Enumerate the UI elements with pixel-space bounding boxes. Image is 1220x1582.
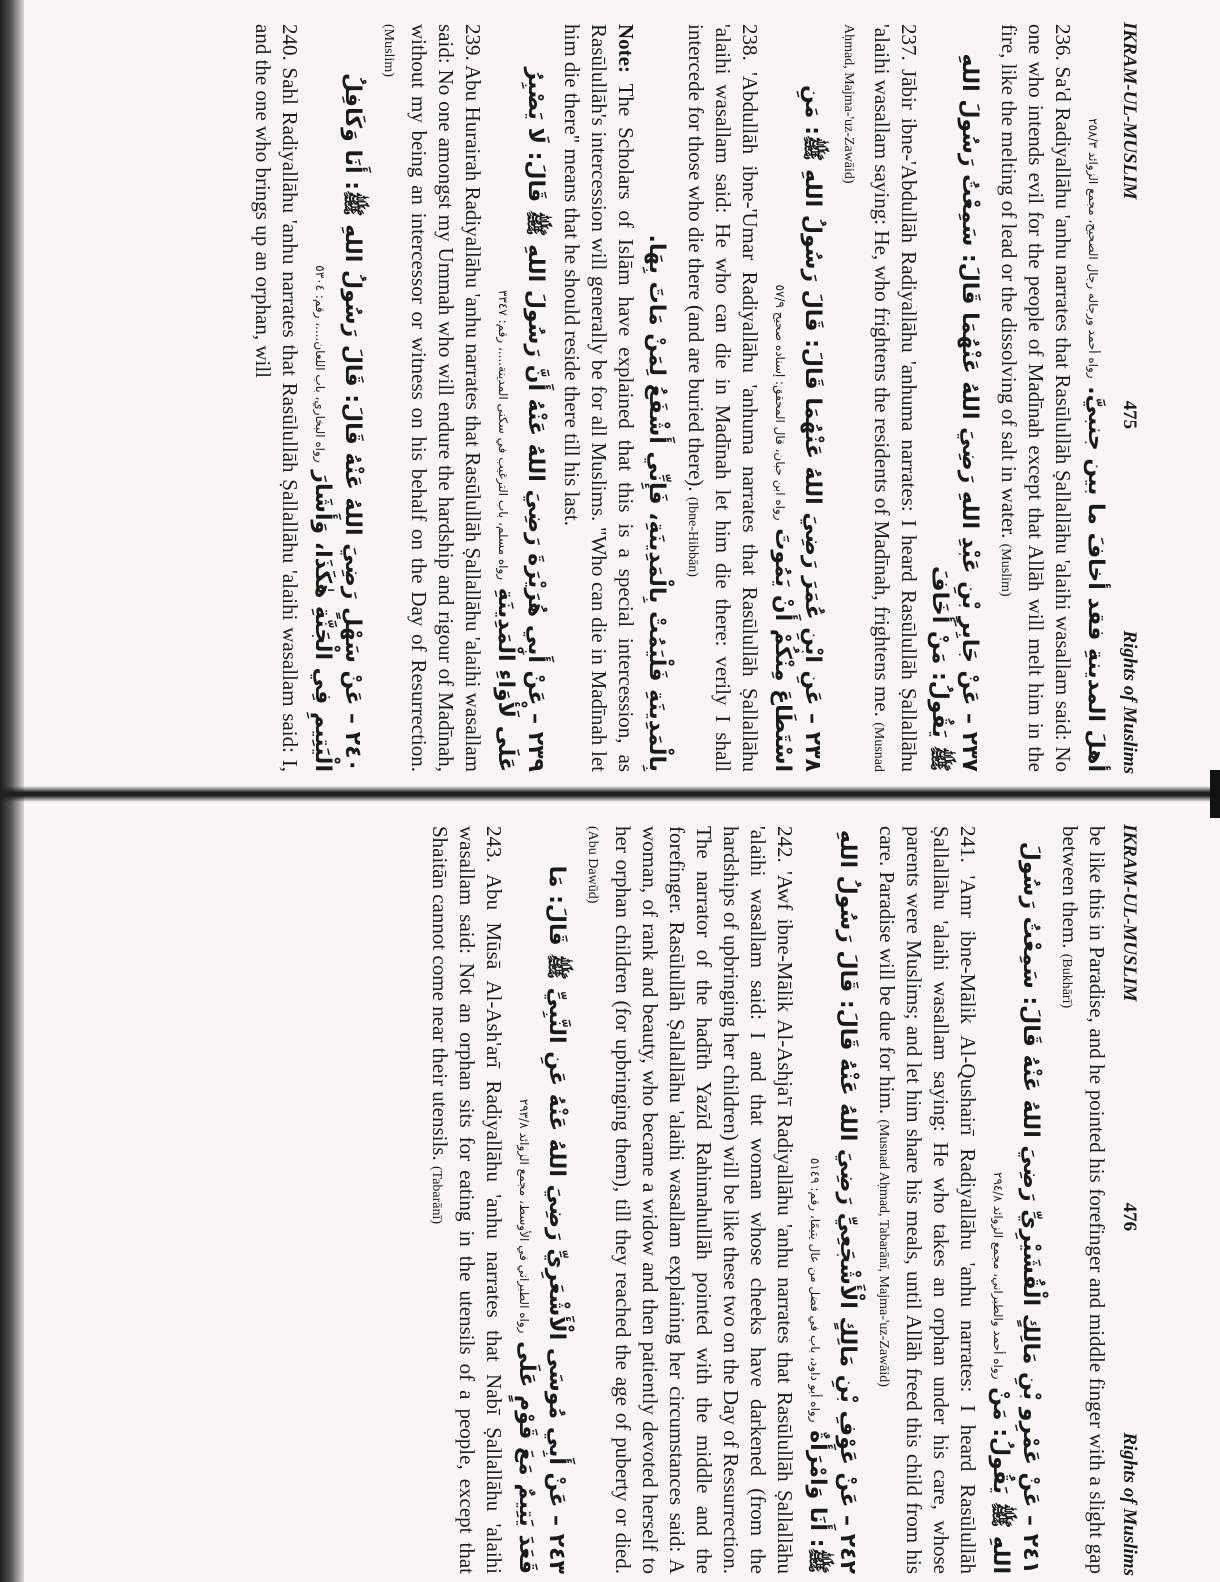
gutter-mark: [1210, 770, 1220, 818]
running-title: IKRAM-UL-MUSLIM: [1119, 22, 1140, 200]
arabic-text: ٢٣٧ – عَنْ جَابِرِ بْنِ عَبْدِ اللهِ رَضِيَ اللهُ عَنْهُمَا قَالَ: سَمِعْتُ رَسُولَ اللهِ ﷺ يَقُولُ: مَنْ أَخَافَ: [927, 53, 982, 772]
english-text: 243. Abu Mūsā Al-Ash'arī Radiyallāhu 'anhu narrates that Nabī Ṣallallāhu 'alaihi wasallam said: Not an orphan sits for eating in the utensils of a people, except that Shaitān cannot come near their utensils. (Tabarānī): [428, 826, 506, 1574]
hadith-241: [870, 826, 1045, 1574]
arabic-text: ٢٤١ – عَنْ عَمْرِو بْنِ مَالِكٍ الْقُشَيْرِيِّ رَضِيَ اللهُ عَنْهُ قَالَ: سَمِعْتُ رَسُولَ اللهِ ﷺ يَقُولُ: مَنْ رواه أحمد والطبراني، مجمع الزوائد ٢٩٤/٨: [988, 841, 1043, 1574]
page-content: [423, 820, 1110, 1580]
page-header: [1112, 18, 1140, 778]
source-ref: (Ibne-Hibbān): [685, 496, 700, 577]
page-header: [1112, 820, 1140, 1580]
hadith-242: [579, 826, 862, 1574]
page-content: [249, 18, 1110, 778]
source-ref: (Tabarānī): [429, 1165, 444, 1225]
english-text: 239. Abu Hurairah Radiyallāhu 'anhu narrates that Rasūlullāh Ṣallallāhu 'alaihi wasallam said: No one amongst my Ummah who will endure the hardship and rigour of Madīnah, without my being an intercessor or witness on his behalf on the Day of Resurrection. (Muslim): [381, 24, 485, 772]
section-title: Rights of Muslims: [1119, 630, 1140, 774]
note-238: [558, 24, 671, 772]
hadith-240: [249, 24, 367, 772]
source-ref: (Muslim): [381, 24, 396, 77]
source-ref: (Bukhārī): [1059, 953, 1074, 1009]
arabic-text: أهلَ المدينةِ فقد أخافَ ما بين جنبيَّ. رواه أحمد ورجاله رجال الصحيح، مجمع الزوائد ٢٥٨/٣: [1083, 118, 1108, 772]
section-title: Rights of Muslims: [1119, 1432, 1140, 1576]
arabic-text: بِالْمَدِينَةِ فَلْيَمُتْ بِالْمَدِينَةِ، فَإِنِّي أَشْفَعُ لِمَنْ مَاتَ بِهَا.: [644, 234, 669, 772]
note-label: Note:: [614, 24, 638, 73]
english-text: 238. 'Abdullāh ibne-'Umar Radiyallāhu 'anhuma narrates that Rasūlullāh Ṣallallāhu 'alaihi wasallam said: He who can die in Madīnah let him die there: verily I shall intercede for those who die there (and are buried there). (Ibne-Hibbān): [684, 24, 762, 772]
hadith-240-continued: [1053, 826, 1110, 1574]
hadith-236: [992, 24, 1110, 772]
arabic-text: ٢٣٨ – عَنِ ابْنِ عُمَرَ رَضِيَ اللهُ عَنْهُمَا قَالَ: قَالَ رَسُولُ اللهِ ﷺ: مَنِ اسْتَطَاعَ مِنْكُمْ أَنْ يَمُوتَ رواه ابن حبان، قال المحقق: إسناده صحيح ٥٧/٩: [770, 84, 825, 772]
page-gutter: [0, 786, 1220, 802]
running-title: IKRAM-UL-MUSLIM: [1119, 824, 1140, 1002]
english-text: 236. Sa'd Radiyallāhu 'anhu narrates that Rasūlullāh Ṣallallāhu 'alaihi wasallam said: No one who intends evil for the people of Madīnah except that Allāh will melt him in the fire, like the melting of lead or the dissolving of salt in water. (Muslim): [997, 24, 1075, 772]
hadith-238: [679, 24, 827, 772]
english-text: 240. Sahl Radiyallāhu 'anhu narrates that Rasūlullāh Ṣallallāhu 'alaihi wasallam said: I, and the one who brings up an orphan, will: [251, 24, 302, 772]
arabic-text: ٢٤٢ – عَنْ عَوْفِ بْنِ مَالِكٍ الْأَشْجَعِيِّ رَضِيَ اللهُ عَنْهُ قَالَ: قَالَ رَسُولُ اللهِ ﷺ: أَنَا وَامْرَأَةٌ رواه أبو داود، باب في فضل من عال يتيمًا، رقم: ٥١٤٩: [805, 829, 860, 1574]
page-476: [80, 820, 1140, 1580]
source-ref: (Musnad Aḥmad, Majma-'uz-Zawāid): [841, 24, 886, 772]
page-number: 475: [1119, 400, 1140, 430]
english-text: be like this in Paradise, and he pointed his forefinger and middle finger with a slight gap between them. (Bukhārī): [1058, 826, 1109, 1574]
english-text: 237. Jābir ibne-'Abdullāh Radiyallāhu 'anhuma narrates: I heard Rasūlullāh Ṣallallāhu 'alaihi wasallam saying: He, who frightens the residents of Madīnah, frightens me. (Musnad Aḥmad, Majma-'uz-Zawāid): [841, 24, 921, 772]
hadith-243: [423, 826, 571, 1574]
source-ref: (Muslim): [998, 543, 1013, 597]
english-text: 242. 'Awf ibne-Mālik Al-Ashja'ī Radiyallāhu 'anhu narrates that Rasūlullāh Ṣallallāhu 'alaihi wasallam said: I and that woman whose cheeks have darkened (from the hardships of upbringing her children) will be like these two on the Day of Ressurrection. The narrator of the hadīth Yazīd Rahimahullāh pointed with the middle and the forefinger. Rasūlullāh Ṣallallāhu 'alaihi wasallam explaining her circumstances said: A woman, of rank and beauty, who became a widow and then patiently devoted herself to her orphan children (for upbringing them), till they reached the age of puberty or died. (Abu Dawūd): [585, 826, 797, 1574]
source-ref: (Musnad Aḥmad, Tabarānī, Majma-'uz-Zawāid): [876, 1119, 891, 1387]
hadith-237: [835, 24, 984, 772]
arabic-text: ٢٤٣ – عَنْ أَبِي مُوسَى الْأَشْعَرِيِّ رَضِيَ اللهُ عَنْهُ عَنِ النَّبِيِّ ﷺ قَالَ: مَا قَعَدَ يَتِيمٌ مَعَ قَوْمٍ عَلَى رواه الطبراني في الأوسط، مجمع الزوائد ٢٩٣/٨: [514, 865, 569, 1574]
hadith-239: [375, 24, 550, 772]
page-475: [60, 18, 1140, 778]
page-number: 476: [1119, 1202, 1140, 1232]
arabic-text: ٢٤٠ – عَنْ سَهْلٍ رَضِيَ اللهُ عَنْهُ قَالَ: قَالَ رَسُولُ اللهِ ﷺ: أَنَا وَكَافِلُ الْيَتِيمِ فِي الْجَنَّةِ هٰكَذَا، وَأَشَارَ رواه البخاري، باب اللعان....، رقم: ٥٣٠٤: [310, 73, 365, 772]
arabic-text: ٢٣٩ – عَنْ أَبِي هُرَيْرَةَ رَضِيَ اللهُ عَنْهُ أَنَّ رَسُولَ اللهِ ﷺ قَالَ: لَا يَصْبِرُ عَلَى لَأْوَاءِ الْمَدِينَةِ رواه مسلم، باب الترغيب في سكنى المدينة....، رقم: ٣٣٤٧: [493, 67, 548, 772]
source-ref: (Abu Dawūd): [585, 826, 600, 904]
english-text: 241. 'Amr ibne-Mālik Al-Qushairī Radiyallāhu 'anhu narrates: I heard Rasūlullāh Ṣallallāhu 'alaihi wasallam saying: He who takes an orphan under his care, whose parents were Muslims; and let him share his meals, until Allāh freed this child from his care. Paradise will be due for him. (Musnad Aḥmad, Tabarānī, Majma-'uz-Zawāid): [875, 826, 980, 1574]
note-text: Note: The Scholars of Islām have explained that this is a special intercession, as Rasūlullāh's intercession will generally be for all Muslims. "Who can die in Madīnah let him die there" means that he should reside there till his last.: [560, 24, 638, 773]
